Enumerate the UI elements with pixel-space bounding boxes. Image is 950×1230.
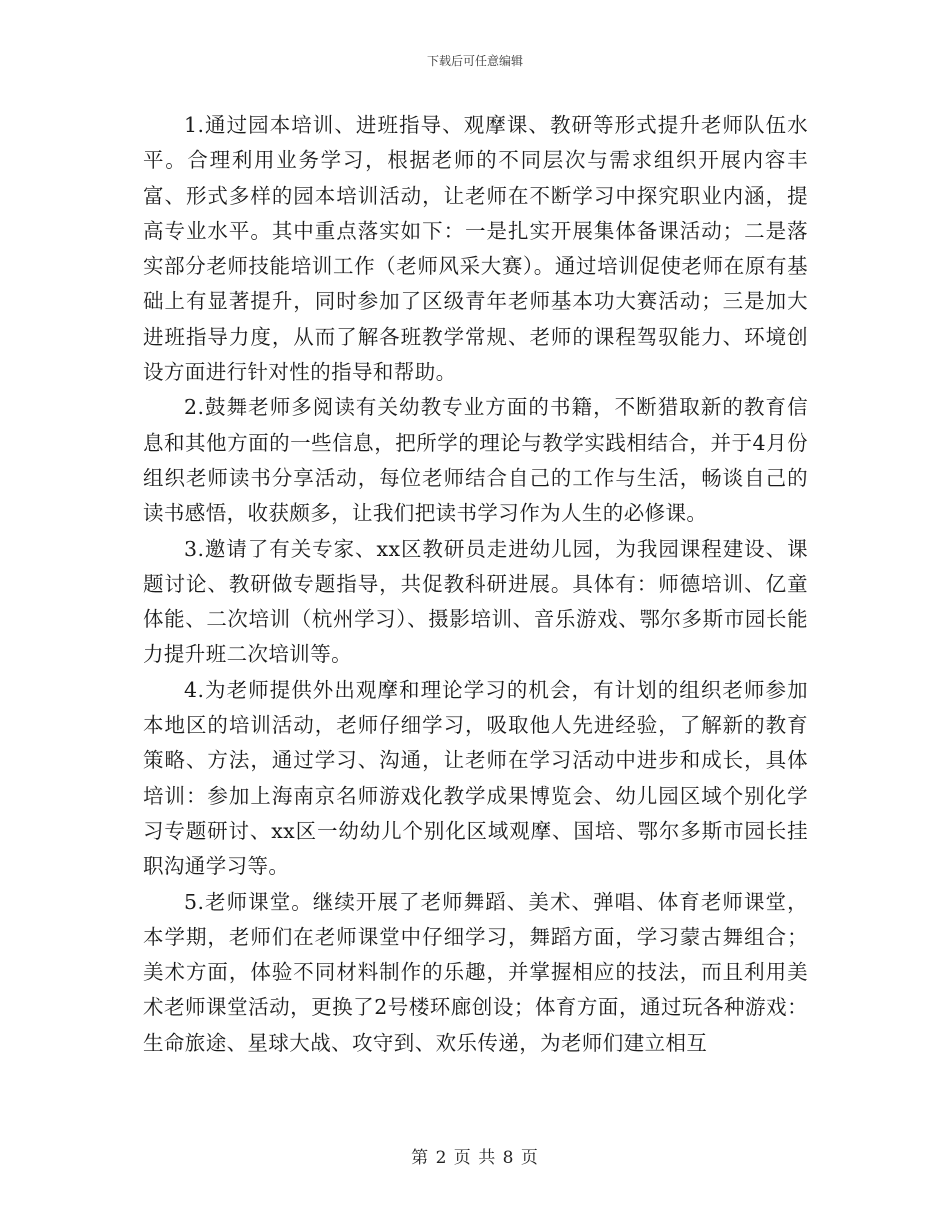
document-body (143, 108, 808, 1061)
paragraph-3: 3.邀请了有关专家、xx区教研员走进幼儿园，为我园课程建设、课题讨论、教研做专题指导，共促教科研进展。具体有：师德培训、亿童体能、二次培训（杭州学习）、摄影培训、音乐游戏、鄂尔多斯市园长能力提升班二次培训等。 (143, 536, 808, 667)
paragraph-4: 4.为老师提供外出观摩和理论学习的机会，有计划的组织老师参加本地区的培训活动，老师仔细学习，吸取他人先进经验，了解新的教育策略、方法，通过学习、沟通，让老师在学习活动中进步和成长，具体培训：参加上海南京名师游戏化教学成果博览会、幼儿园区域个别化学习专题研讨、xx区一幼幼儿个别化区域观摩、国培、鄂尔多斯市园长挂职沟通学习等。 (143, 677, 808, 879)
header-note: 下载后可任意编辑 (426, 54, 523, 68)
paragraph-1: 1.通过园本培训、进班指导、观摩课、教研等形式提升老师队伍水平。合理利用业务学习，根据老师的不同层次与需求组织开展内容丰富、形式多样的园本培训活动，让老师在不断学习中探究职业内涵，提高专业水平。其中重点落实如下：一是扎实开展集体备课活动；二是落实部分老师技能培训工作（老师风采大赛）。通过培训促使老师在原有基础上有显著提升，同时参加了区级青年老师基本功大赛活动；三是加大进班指导力度，从而了解各班教学常规、老师的课程驾驭能力、环境创设方面进行针对性的指导和帮助。 (143, 113, 808, 385)
page-number: 第 2 页 共 8 页 (411, 1148, 539, 1168)
paragraph-5: 5.老师课堂。继续开展了老师舞蹈、美术、弹唱、体育老师课堂，本学期，老师们在老师课堂中仔细学习，舞蹈方面，学习蒙古舞组合；美术方面，体验不同材料制作的乐趣，并掌握相应的技法，而且利用美术老师课堂活动，更换了2号楼环廊创设；体育方面，通过玩各种游戏：生命旅途、星球大战、攻守到、欢乐传递，为老师们建立相互 (143, 889, 808, 1055)
paragraph-2: 2.鼓舞老师多阅读有关幼教专业方面的书籍，不断猎取新的教育信息和其他方面的一些信息，把所学的理论与教学实践相结合，并于4月份组织老师读书分享活动，每位老师结合自己的工作与生活，畅谈自己的读书感悟，收获颇多，让我们把读书学习作为人生的必修课。 (143, 395, 808, 526)
